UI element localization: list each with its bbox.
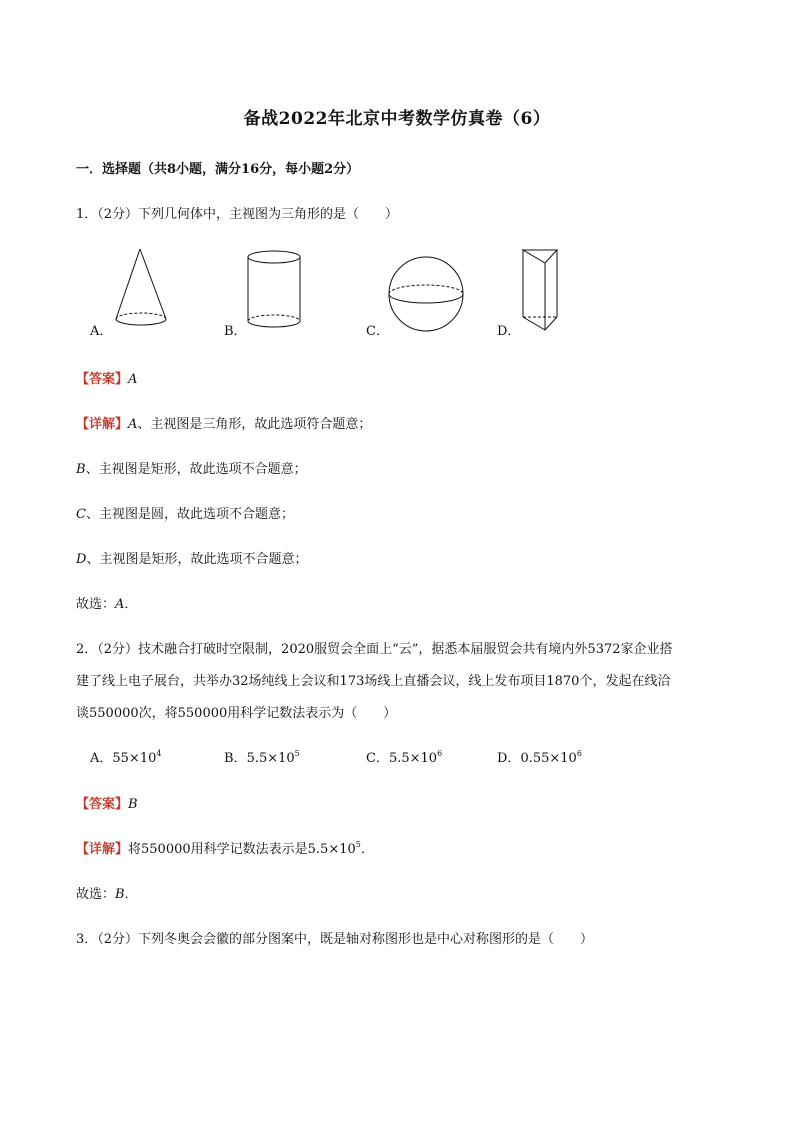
q1-option-d-label: D． [497, 324, 521, 339]
conclusion-suffix: ． [124, 887, 138, 902]
detail-tag: 【详解】 [76, 417, 129, 432]
conclusion-suffix: ． [124, 597, 138, 612]
option-value: 55×10 [112, 751, 157, 766]
q2-answer [76, 793, 138, 812]
option-value: 5.5×10 [246, 751, 295, 766]
option-exponent: 4 [156, 749, 162, 758]
detail-text: 、主视图是矩形，故此选项不合题意； [85, 462, 307, 477]
option-exponent: 6 [437, 749, 443, 758]
q1-answer [76, 368, 137, 387]
q2-stem-line-2: 建了线上电子展台，共举办32场纯线上会议和173场线上直播会议，线上发布项目1870个，发起在线洽 [76, 674, 671, 689]
q2-stem-line-1: 2．（2分）技术融合打破时空限制，2020服贸会全面上“云”，据悉本届服贸会共有境内外5372家企业搭 [76, 642, 673, 657]
q2-option-a [90, 747, 161, 766]
option-label: B． [224, 751, 247, 766]
detail-letter: A [128, 417, 138, 432]
option-label: C． [366, 751, 389, 766]
detail-text: 将550000用科学记数法表示是5.5×10 [128, 842, 356, 857]
option-exponent: 6 [576, 749, 582, 758]
option-value: 0.55×10 [520, 751, 577, 766]
conclusion-letter: B [115, 887, 125, 902]
conclusion-prefix: 故选： [76, 887, 116, 902]
option-exponent: 5 [294, 749, 300, 758]
conclusion-prefix: 故选： [76, 597, 116, 612]
q2-conclusion [76, 883, 138, 902]
q2-option-c [366, 747, 442, 766]
detail-text: 、主视图是矩形，故此选项不合题意； [86, 552, 308, 567]
detail-text: 、主视图是三角形，故此选项符合题意； [137, 417, 372, 432]
detail-text: 、主视图是圆，故此选项不合题意； [85, 507, 294, 522]
answer-tag: 【答案】 [76, 372, 129, 387]
q2-detail [76, 838, 374, 857]
q1-stem: 1．（2分）下列几何体中，主视图为三角形的是（ ） [76, 207, 399, 222]
q3-stem: 3．（2分）下列冬奥会会徽的部分图案中，既是轴对称图形也是中心对称图形的是（ ） [76, 932, 594, 947]
q1-option-a-label: A． [90, 324, 113, 339]
option-label: D． [497, 751, 521, 766]
sphere-figure [386, 256, 466, 336]
cone-figure [112, 246, 172, 331]
cylinder-figure [244, 247, 304, 332]
answer-tag: 【答案】 [76, 797, 129, 812]
conclusion-letter: A [115, 597, 125, 612]
detail-exponent: 5 [355, 840, 361, 849]
page-title: 备战2022年北京中考数学仿真卷（6） [243, 109, 551, 129]
q1-detail-a [76, 413, 371, 432]
q1-conclusion [76, 593, 137, 612]
q2-stem-line-3: 谈550000次，将550000用科学记数法表示为（ ） [76, 706, 397, 721]
option-label: A． [90, 751, 113, 766]
answer-value: B [128, 797, 138, 812]
detail-letter: B [76, 462, 86, 477]
answer-value: A [128, 372, 138, 387]
q2-option-d [497, 747, 582, 766]
q1-detail-c [76, 503, 294, 522]
section-heading: 一．选择题（共8小题，满分16分，每小题2分） [76, 162, 360, 177]
q1-option-b-label: B． [224, 324, 247, 339]
detail-letter: D [76, 552, 87, 567]
detail-end: ． [360, 842, 374, 857]
detail-letter: C [76, 507, 86, 522]
detail-tag: 【详解】 [76, 842, 129, 857]
q1-detail-d [76, 548, 307, 567]
triangular-prism-figure [518, 247, 564, 335]
q1-option-c-label: C． [366, 324, 389, 339]
option-value: 5.5×10 [388, 751, 438, 766]
q2-option-b [224, 747, 300, 766]
q1-detail-b [76, 458, 307, 477]
